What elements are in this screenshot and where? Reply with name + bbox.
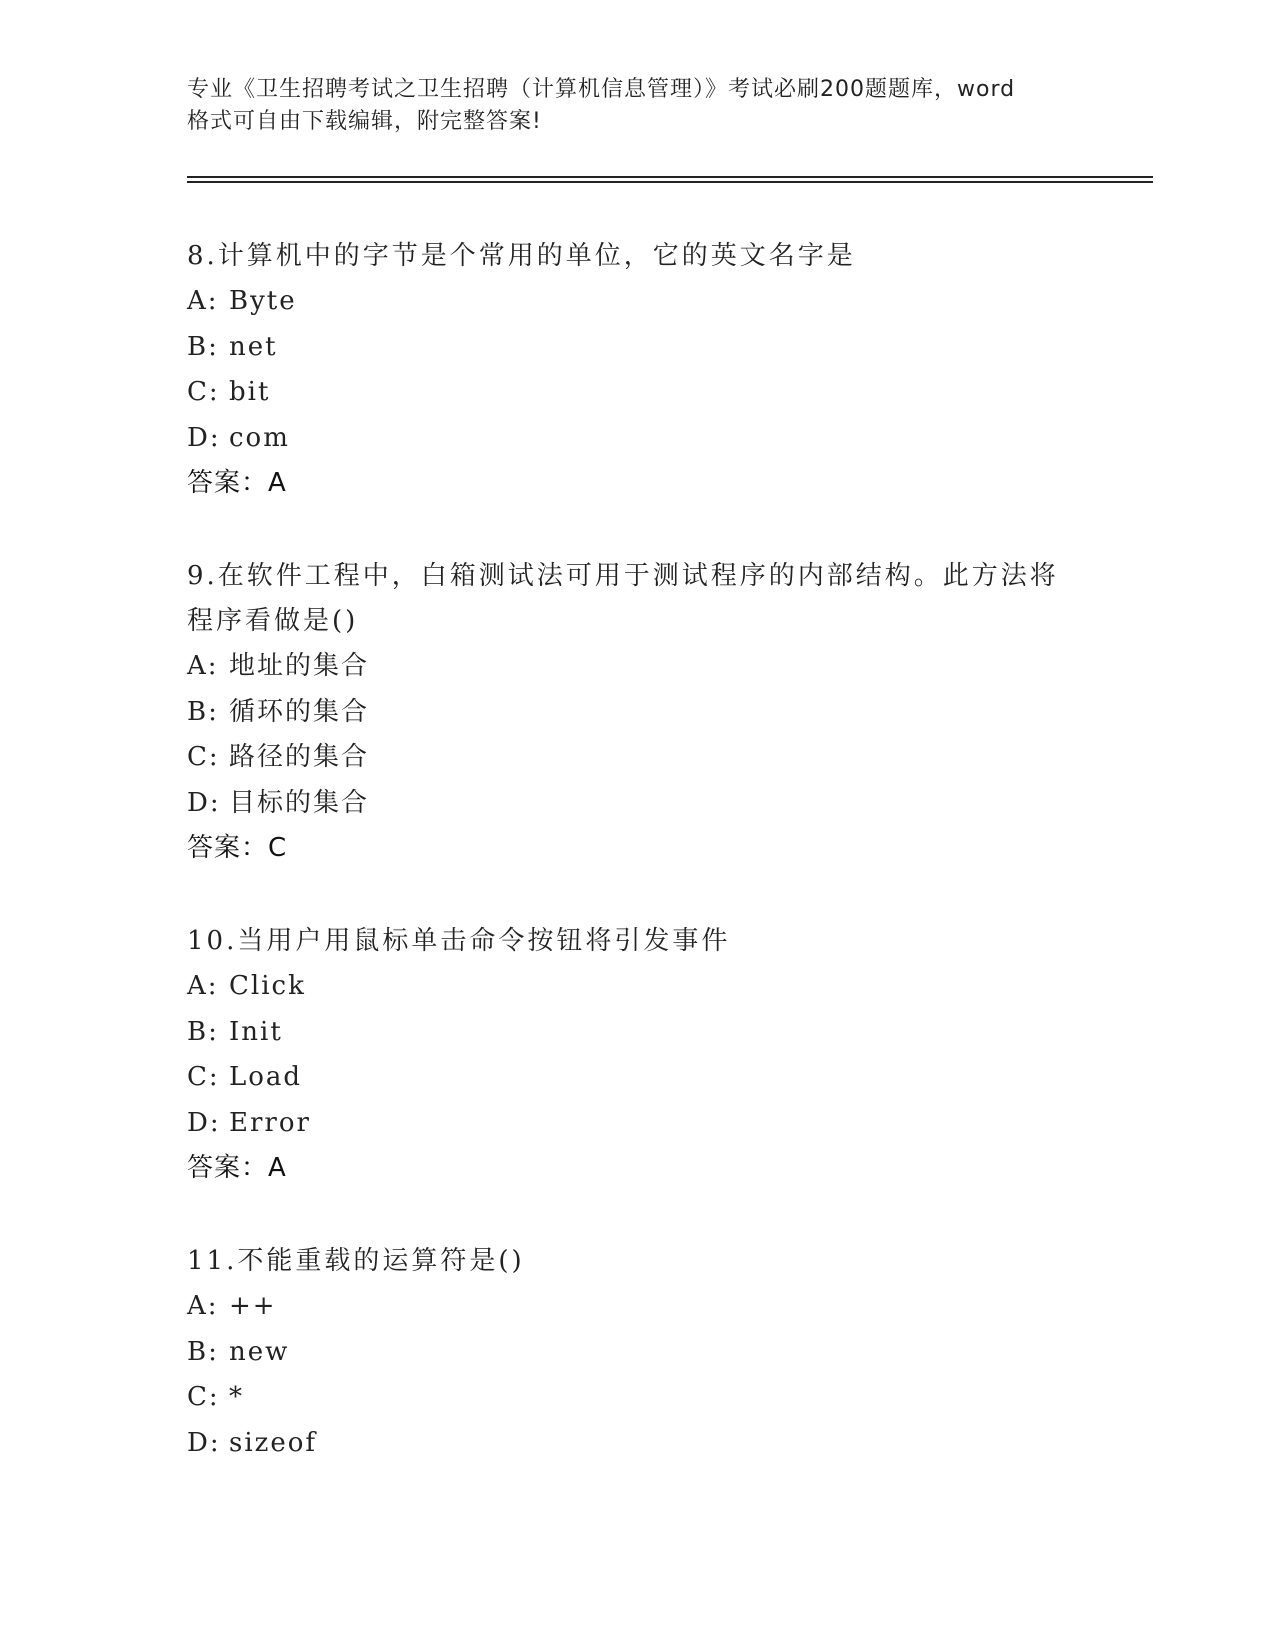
option-text: net xyxy=(229,331,278,362)
question-text xyxy=(187,554,1067,644)
option-label: C: xyxy=(187,742,220,772)
option-c xyxy=(187,735,1087,781)
question-9 xyxy=(187,554,1087,870)
option-label: C: xyxy=(187,1382,220,1412)
option-d xyxy=(187,416,1087,462)
option-a xyxy=(187,279,1087,325)
header-divider-top xyxy=(187,176,1153,178)
header-line-1: 专业《卫生招聘考试之卫生招聘（计算机信息管理）》考试必刷200题题库，word xyxy=(187,77,1016,102)
option-label: D: xyxy=(187,1107,221,1138)
option-label: C: xyxy=(187,1062,220,1092)
option-text: 路径的集合 xyxy=(229,742,370,772)
question-list xyxy=(187,234,1087,1515)
option-d xyxy=(187,781,1087,827)
option-a xyxy=(187,644,1087,690)
option-label: B: xyxy=(187,1016,219,1047)
option-label: B: xyxy=(187,331,219,362)
option-text: com xyxy=(229,422,290,453)
option-text: new xyxy=(229,1336,290,1367)
question-text-line: 11.不能重载的运算符是() xyxy=(187,1246,525,1276)
option-text: sizeof xyxy=(229,1427,318,1458)
option-label: A: xyxy=(187,651,219,681)
question-text xyxy=(187,234,1067,279)
option-text: 循环的集合 xyxy=(229,696,370,727)
answer-line: 答案：C xyxy=(187,833,288,863)
option-label: D: xyxy=(187,787,221,818)
answer-line: 答案：A xyxy=(187,468,287,498)
option-label: A: xyxy=(187,286,219,316)
option-d xyxy=(187,1101,1087,1147)
question-8 xyxy=(187,234,1087,505)
question-10 xyxy=(187,919,1087,1190)
header-line-2: 格式可自由下载编辑，附完整答案! xyxy=(187,109,542,134)
answer-line: 答案：A xyxy=(187,1153,287,1183)
option-text: 目标的集合 xyxy=(229,787,370,818)
option-b xyxy=(187,1330,1087,1376)
option-label: B: xyxy=(187,696,219,727)
option-b xyxy=(187,325,1087,371)
question-text xyxy=(187,1239,1067,1284)
question-text-line: 10.当用户用鼠标单击命令按钮将引发事件 xyxy=(187,926,731,956)
option-b xyxy=(187,690,1087,736)
option-text: bit xyxy=(229,377,271,407)
option-text: Init xyxy=(229,1016,283,1047)
question-text xyxy=(187,919,1067,964)
option-text: Load xyxy=(229,1062,303,1092)
option-label: A: xyxy=(187,971,219,1001)
option-text: Click xyxy=(229,971,306,1001)
option-text: 地址的集合 xyxy=(229,651,370,681)
option-text: Error xyxy=(229,1107,311,1138)
option-c xyxy=(187,1375,1087,1421)
document-header xyxy=(187,74,1087,138)
option-text: ++ xyxy=(229,1291,277,1321)
option-c xyxy=(187,1055,1087,1101)
option-b xyxy=(187,1010,1087,1056)
option-label: C: xyxy=(187,377,220,407)
option-text: Byte xyxy=(229,286,297,316)
option-label: B: xyxy=(187,1336,219,1367)
option-a xyxy=(187,964,1087,1010)
option-d xyxy=(187,1421,1087,1467)
question-text-line: 8.计算机中的字节是个常用的单位，它的英文名字是 xyxy=(187,241,856,271)
question-text-line: 9.在软件工程中，白箱测试法可用于测试程序的内部结构。此方法将 xyxy=(187,561,1059,591)
question-text-line: 程序看做是() xyxy=(187,606,359,636)
option-text: * xyxy=(229,1382,244,1412)
option-label: A: xyxy=(187,1291,219,1321)
option-label: D: xyxy=(187,422,221,453)
header-divider-bottom xyxy=(187,181,1153,183)
option-a xyxy=(187,1284,1087,1330)
option-label: D: xyxy=(187,1427,221,1458)
question-11 xyxy=(187,1239,1087,1466)
option-c xyxy=(187,370,1087,416)
